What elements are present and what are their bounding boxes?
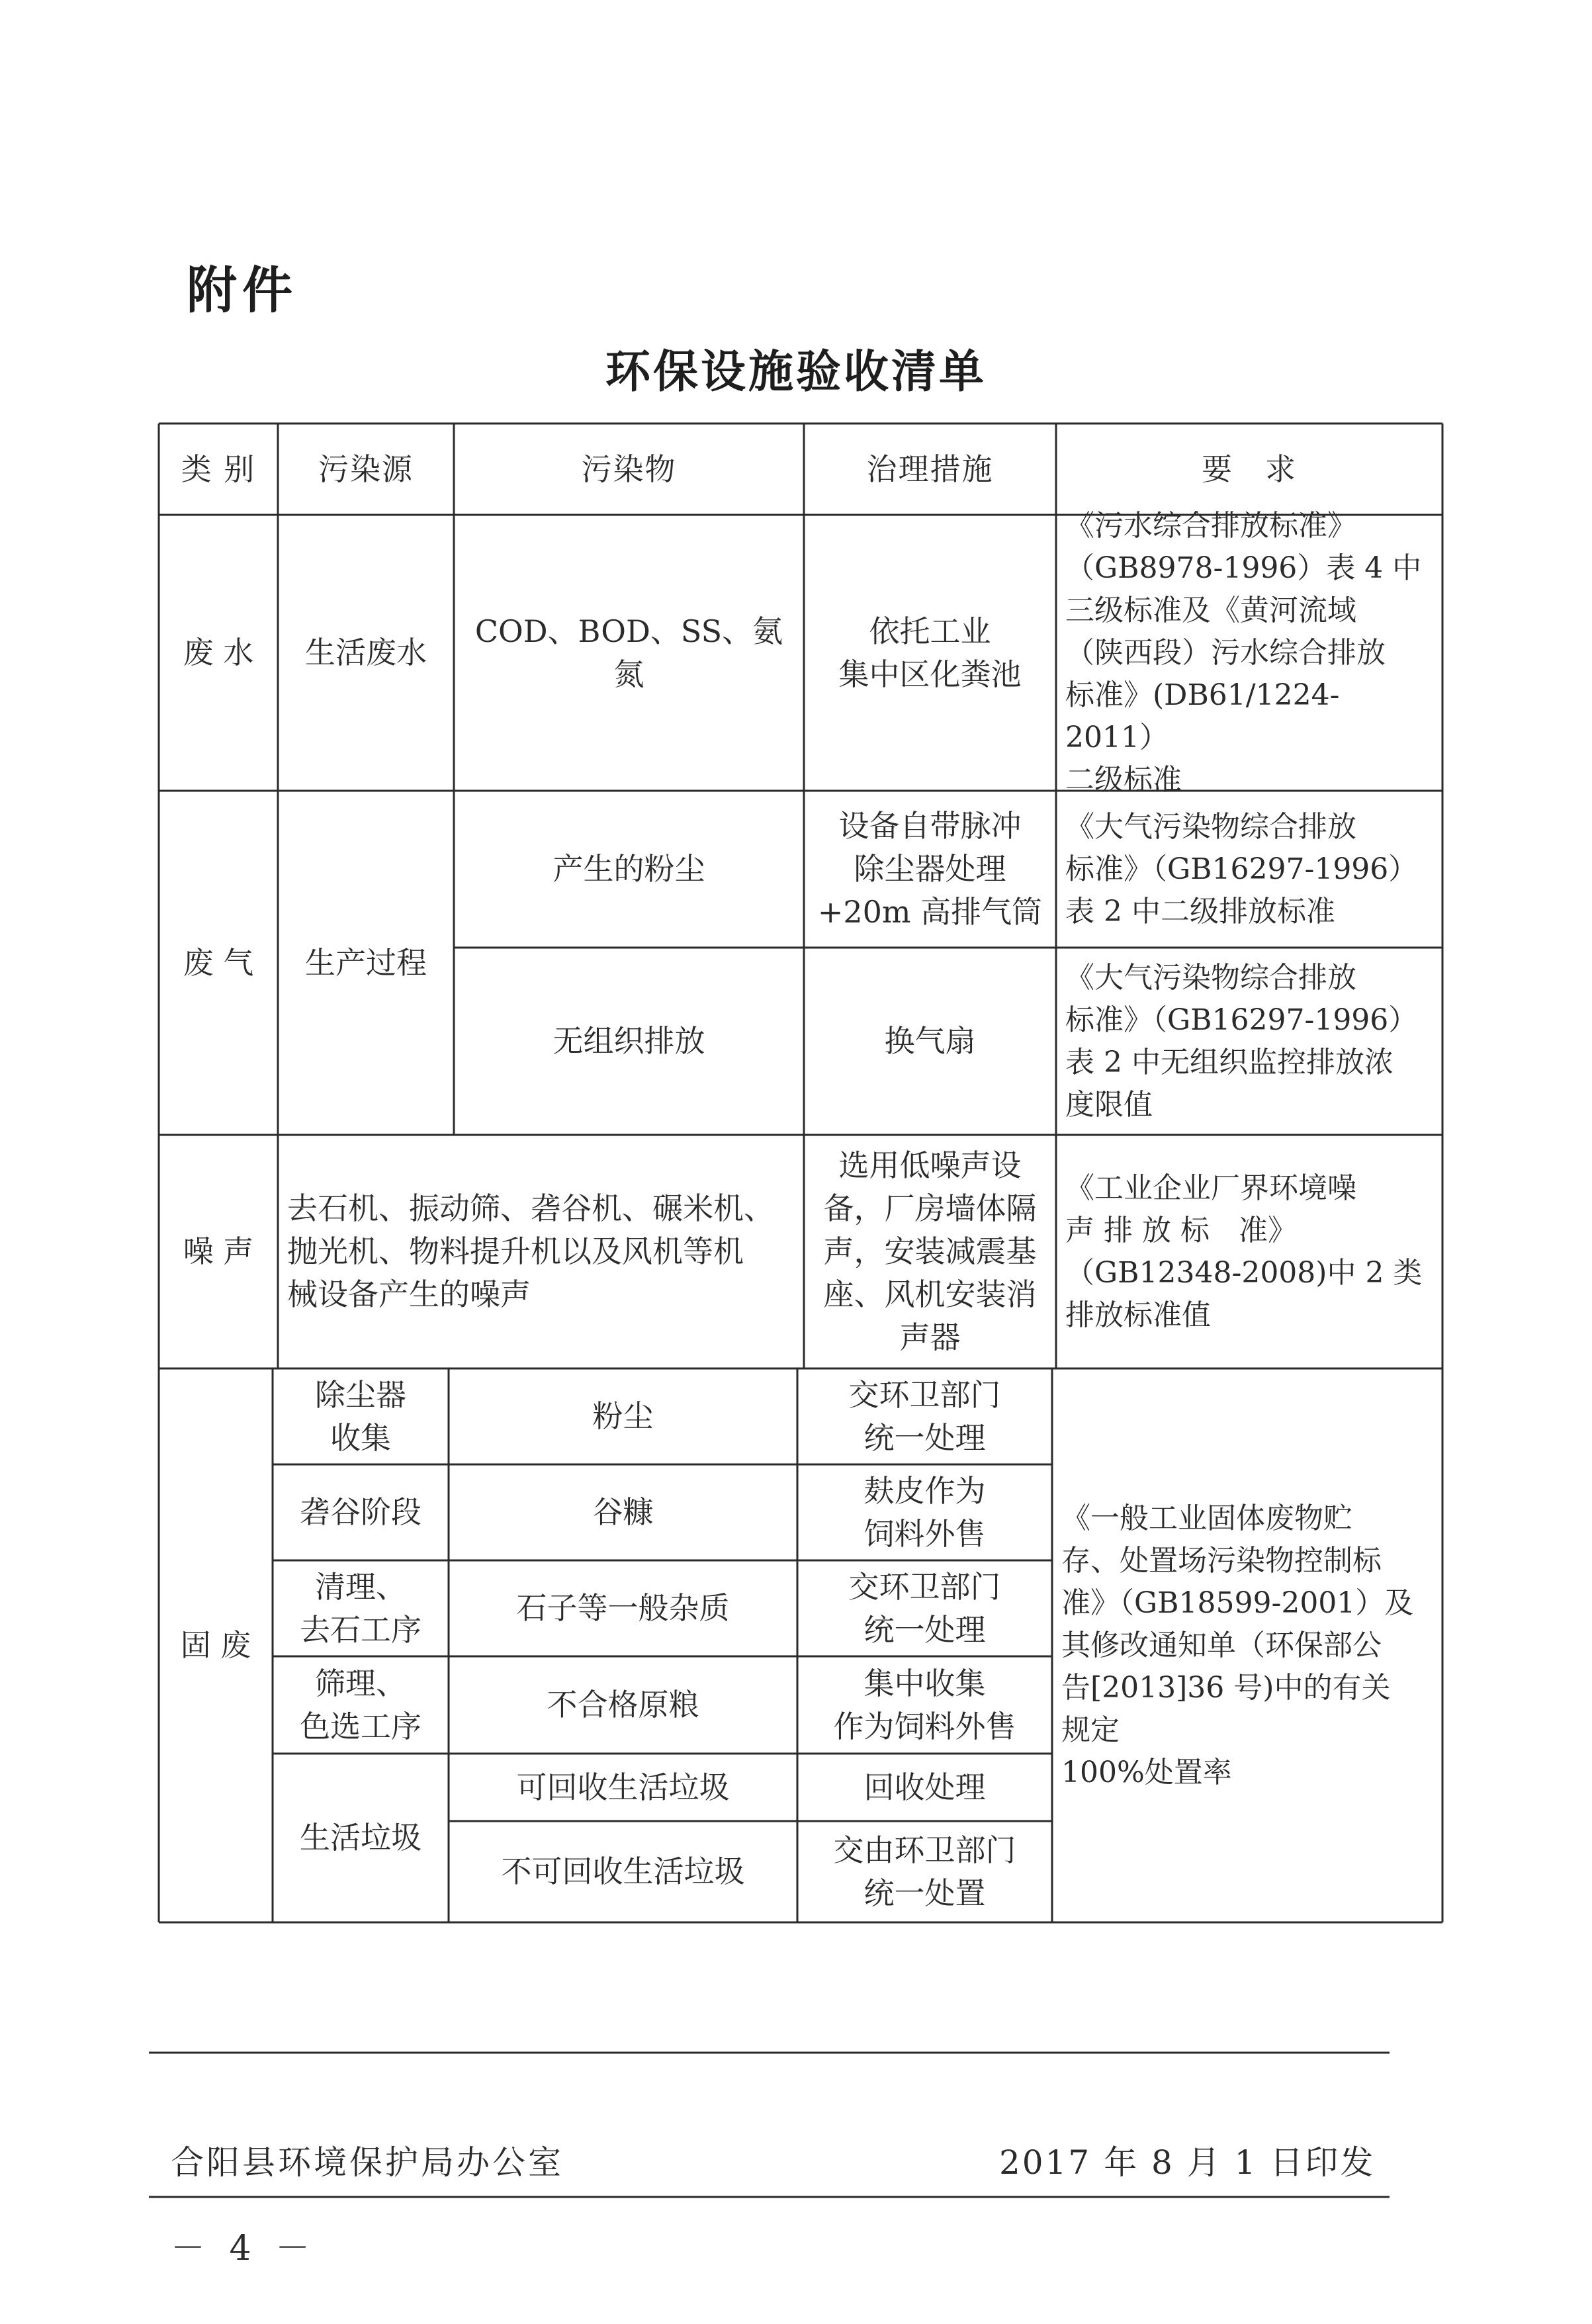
pollutant-recyclable-garbage: 可回收生活垃圾 — [516, 1769, 730, 1805]
pollutant-nonrecyclable-garbage: 不可回收生活垃圾 — [501, 1854, 745, 1889]
requirement-solid-waste: 《一般工业固体废物贮 存、处置场污染物控制标 准》（GB18599-2001）及 其修改通知单（环保部公 告[2013]36 号)中的有关 规定 100%处置率 — [1061, 1501, 1414, 1789]
category-noise: 噪 声 — [183, 1233, 254, 1269]
measure-recycle: 回收处理 — [863, 1769, 986, 1805]
header-measure: 治理措施 — [866, 451, 994, 487]
document-title: 环保设施验收清单 — [605, 346, 987, 398]
issuing-office: 合阳县环境保护局办公室 — [171, 2143, 564, 2182]
issue-date: 2017 年 8 月 1 日印发 — [999, 2143, 1376, 2182]
requirement-noise: 《工业企业厂界环境噪 声 排 放 标 准》 （GB12348-2008)中 2 类 排放标准值 — [1065, 1171, 1423, 1332]
source-cleaning-destoning: 清理、 去石工序 — [300, 1568, 421, 1648]
measure-sanitation-dust: 交环卫部门 统一处理 — [848, 1376, 1001, 1456]
measure-dust-collector: 设备自带脉冲 除尘器处理 +20m 高排气筒 — [817, 808, 1043, 930]
source-noise-equipment: 去石机、振动筛、砻谷机、碾米机、 抛光机、物料提升机以及风机等机 械设备产生的噪声 — [287, 1190, 774, 1312]
source-production: 生产过程 — [305, 944, 427, 981]
attachment-label: 附件 — [187, 261, 298, 320]
header-source: 污染源 — [318, 451, 414, 487]
measure-ventilation-fan: 换气扇 — [884, 1023, 976, 1059]
page-number: － 4 － — [171, 2229, 317, 2268]
source-domestic-wastewater: 生活废水 — [305, 635, 427, 670]
source-sieving-sorting: 筛理、 色选工序 — [300, 1665, 421, 1744]
requirement-exhaust-fugitive: 《大气污染物综合排放 标准》（GB16297-1996） 表 2 中无组织监控排放浓 度限值 — [1065, 960, 1418, 1122]
measure-sell-as-feed: 麸皮作为 饲料外售 — [863, 1472, 986, 1552]
header-pollutant: 污染物 — [581, 451, 677, 487]
measure-septic-tank: 依托工业 集中区化粪池 — [838, 613, 1022, 692]
requirement-exhaust-organized: 《大气污染物综合排放 标准》（GB16297-1996） 表 2 中二级排放标准 — [1065, 809, 1418, 928]
pollutant-stones-impurities: 石子等一般杂质 — [516, 1590, 730, 1626]
pollutant-dust: 产生的粉尘 — [553, 851, 705, 887]
requirement-wastewater: 《污水综合排放标准》 （GB8978-1996）表 4 中 三级标准及《黄河流域 （陕西段）污水综合排放 标准》(DB61/1224-2011） 二级标准 — [1065, 508, 1422, 797]
pollutant-substandard-grain: 不合格原粮 — [547, 1687, 699, 1722]
measure-noise-control: 选用低噪声设 备，厂房墙体隔 声，安装减震基 座、风机安装消 声器 — [823, 1147, 1037, 1355]
header-category: 类 别 — [181, 451, 256, 487]
measure-sanitation-disposal: 交由环卫部门 统一处置 — [833, 1832, 1016, 1911]
measure-collect-sell-feed: 集中收集 作为饲料外售 — [833, 1665, 1016, 1744]
source-domestic-garbage: 生活垃圾 — [300, 1820, 421, 1855]
category-wastewater: 废 水 — [183, 635, 254, 670]
pollutant-wastewater: COD、BOD、SS、氨氮 — [474, 613, 783, 692]
pollutant-rice-bran: 谷糠 — [592, 1494, 654, 1530]
category-exhaust: 废 气 — [183, 944, 254, 981]
pollutant-collected-dust: 粉尘 — [592, 1398, 654, 1434]
source-hulling-stage: 砻谷阶段 — [300, 1494, 421, 1530]
pollutant-fugitive: 无组织排放 — [553, 1023, 705, 1059]
measure-sanitation-impurities: 交环卫部门 统一处理 — [848, 1568, 1001, 1648]
source-dust-collector: 除尘器 收集 — [315, 1376, 406, 1456]
header-requirement: 要 求 — [1202, 451, 1297, 487]
category-solid-waste: 固 废 — [180, 1627, 251, 1663]
